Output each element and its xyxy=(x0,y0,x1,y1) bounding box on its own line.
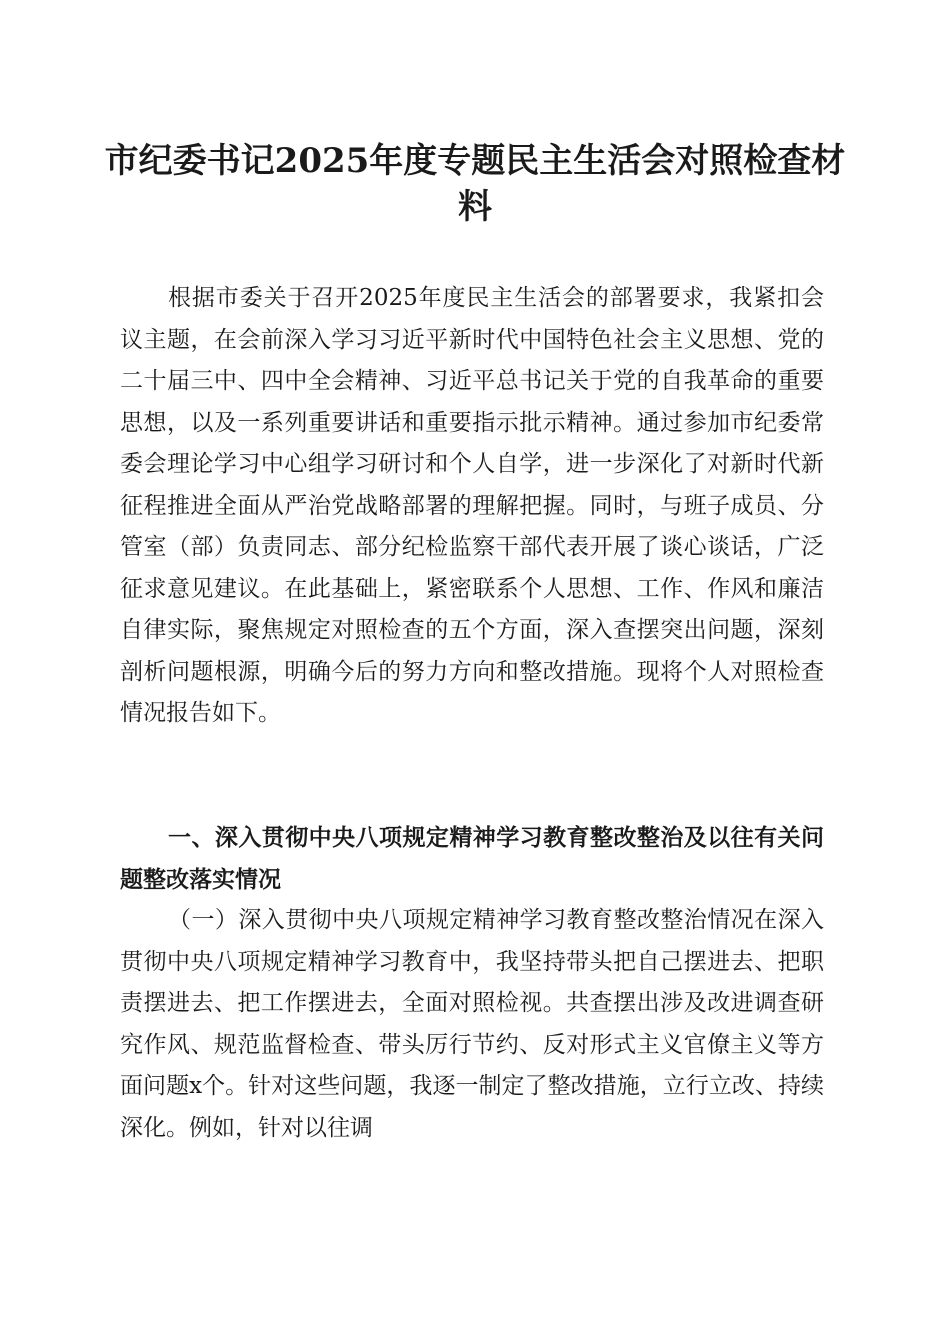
section-heading: 一、深入贯彻中央八项规定精神学习教育整改整治及以往有关问题整改落实情况 xyxy=(120,825,824,893)
intro-paragraph: 根据市委关于召开2025年度民主生活会的部署要求，我紧扣会议主题，在会前深入学习习近平新时代中国特色社会主义思想、党的二十届三中、四中全会精神、习近平总书记关于党的自我革命的重要思想，以及一系列重要讲话和重要指示批示精神。通过参加市纪委常委会理论学习中心组学习研讨和个人自学，进一步深化了对新时代新征程推进全面从严治党战略部署的理解把握。同时，与班子成员、分管室（部）负责同志、部分纪检监察干部代表开展了谈心谈话，广泛征求意见建议。在此基础上，紧密联系个人思想、工作、作风和廉洁自律实际，聚焦规定对照检查的五个方面，深入查摆突出问题，深刻剖析问题根源，明确今后的努力方向和整改措施。现将个人对照检查情况报告如下。 xyxy=(120,285,824,726)
subsection-text: 在深入贯彻中央八项规定精神学习教育中，我坚持带头把自己摆进去、把职责摆进去、把工作摆进去，全面对照检视。共查摆出涉及改进调查研究作风、规范监督检查、带头厉行节约、反对形式主义官僚主义等方面问题x个。针对这些问题，我逐一制定了整改措施，立行立改、持续深化。例如，针对以往调 xyxy=(120,907,825,1141)
document-title: 市纪委书记2025年度专题民主生活会对照检查材料 xyxy=(104,141,846,227)
subsection-paragraph xyxy=(120,900,824,1149)
subsection-heading: （一）深入贯彻中央八项规定精神学习教育整改整治情况 xyxy=(168,907,755,933)
